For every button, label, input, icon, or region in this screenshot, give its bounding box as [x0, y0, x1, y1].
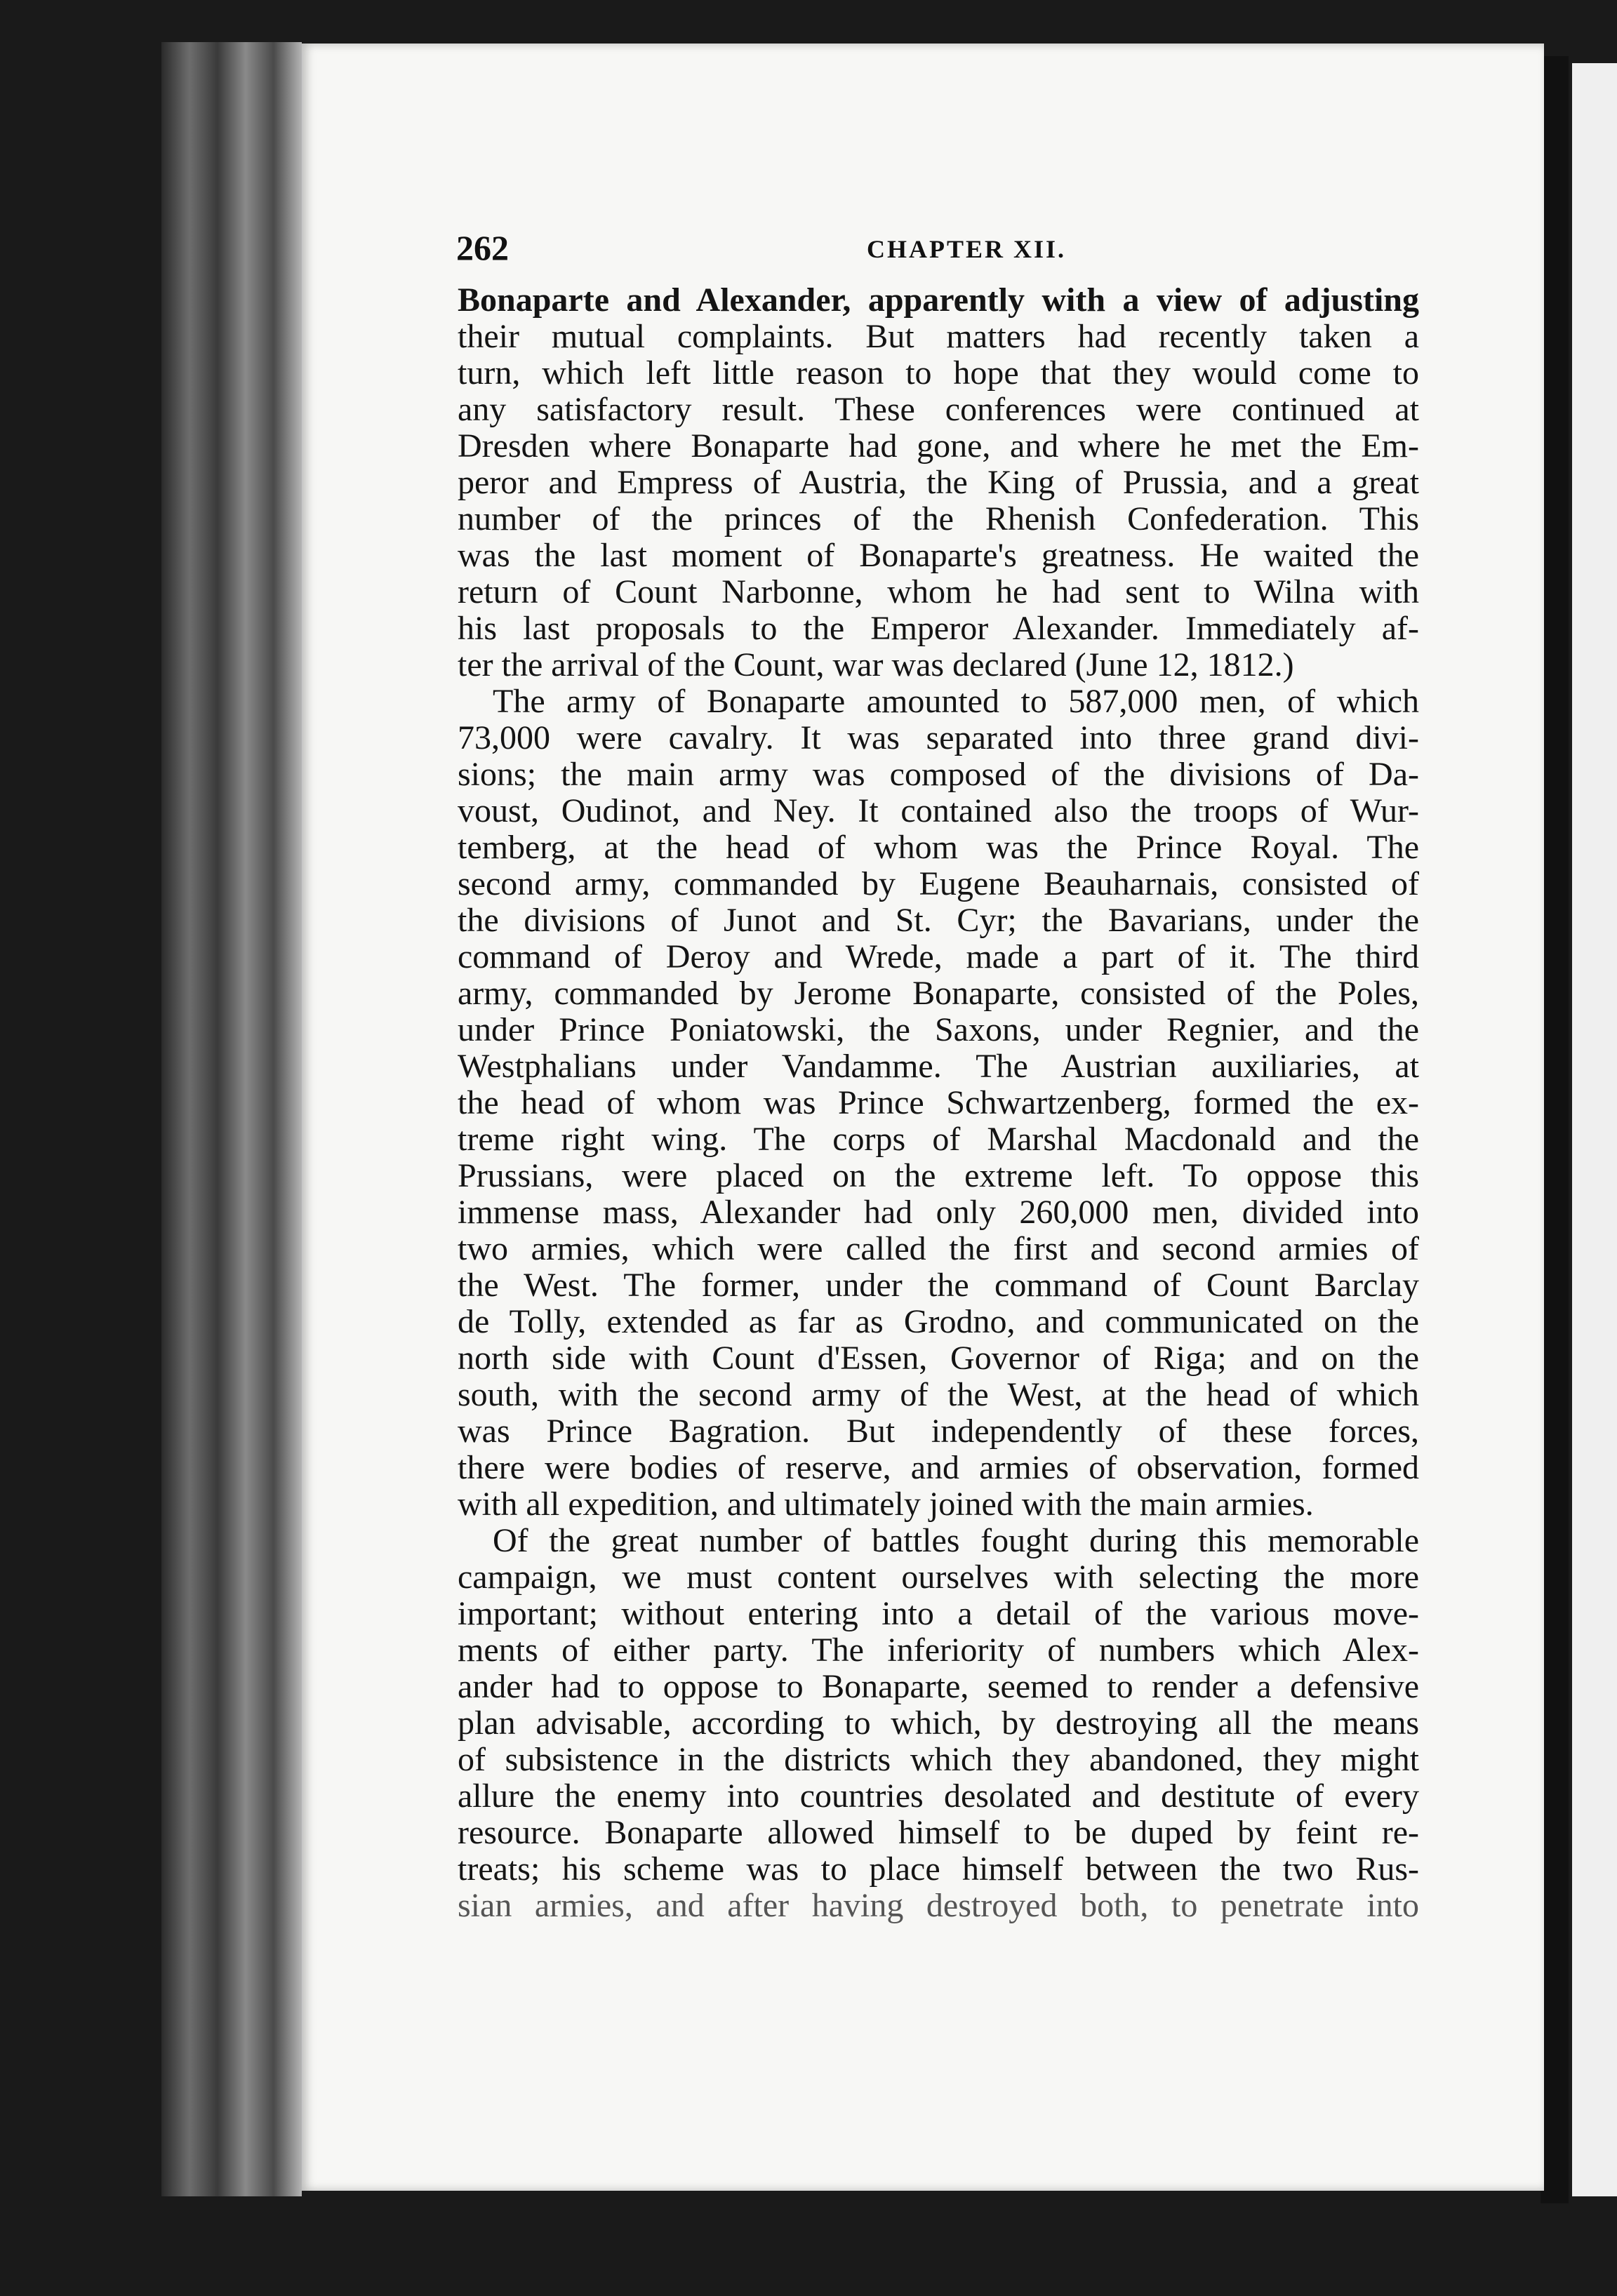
page-header	[456, 227, 1425, 269]
text-line: the divisions of Junot and St. Cyr; the Bavarians, under the	[458, 902, 1419, 939]
text-line: turn, which left little reason to hope that they would come to	[458, 354, 1419, 392]
text-line: Westphalians under Vandamme. The Austrian auxiliaries, at	[458, 1048, 1419, 1085]
body-text	[458, 282, 1419, 1924]
text-line: second army, commanded by Eugene Beauharnais, consisted of	[458, 865, 1419, 902]
text-line: under Prince Poniatowski, the Saxons, under Regnier, and the	[458, 1011, 1419, 1048]
text-line: north side with Count d'Essen, Governor of Riga; and on the	[458, 1340, 1419, 1377]
text-line: de Tolly, extended as far as Grodno, and communicated on the	[458, 1303, 1419, 1340]
text-line: their mutual complaints. But matters had recently taken a	[458, 318, 1419, 355]
book-spine	[161, 42, 302, 2196]
text-line: army, commanded by Jerome Bonaparte, consisted of the Poles,	[458, 975, 1419, 1012]
text-line: 73,000 were cavalry. It was separated into three grand divi-	[458, 719, 1419, 756]
running-head: CHAPTER XII.	[867, 235, 1067, 263]
text-line: his last proposals to the Emperor Alexander. Immediately af-	[458, 610, 1419, 647]
text-line: Dresden where Bonaparte had gone, and where he met the Em-	[458, 427, 1419, 465]
text-line: south, with the second army of the West, at the head of which	[458, 1376, 1419, 1413]
text-line: any satisfactory result. These conferences were continued at	[458, 391, 1419, 428]
text-line: was Prince Bagration. But independently of these forces,	[458, 1413, 1419, 1450]
text-line: allure the enemy into countries desolated and destitute of every	[458, 1777, 1419, 1815]
text-line: plan advisable, according to which, by destroying all the means	[458, 1704, 1419, 1742]
text-line: sian armies, and after having destroyed both, to penetrate into	[458, 1887, 1419, 1924]
text-line: the West. The former, under the command of Count Barclay	[458, 1267, 1419, 1304]
text-line: Bonaparte and Alexander, apparently with a view of adjusting	[458, 281, 1419, 319]
text-line: treats; his scheme was to place himself between the two Rus-	[458, 1850, 1419, 1888]
text-line: Prussians, were placed on the extreme left. To oppose this	[458, 1157, 1419, 1194]
text-line: important; without entering into a detail of the various move-	[458, 1595, 1419, 1632]
text-line: The army of Bonaparte amounted to 587,000 men, of which	[493, 683, 1419, 720]
page-edge-shadow	[1541, 56, 1569, 2203]
text-line: two armies, which were called the first and second armies of	[458, 1230, 1419, 1267]
text-line: ter the arrival of the Count, war was declared (June 12, 1812.)	[458, 646, 1294, 683]
text-line: the head of whom was Prince Schwartzenberg, formed the ex-	[458, 1084, 1419, 1121]
text-line: peror and Empress of Austria, the King of Prussia, and a great	[458, 464, 1419, 501]
text-line: sions; the main army was composed of the divisions of Da-	[458, 756, 1419, 793]
page-number: 262	[456, 228, 509, 267]
text-line: temberg, at the head of whom was the Prince Royal. The	[458, 829, 1419, 866]
text-line: ments of either party. The inferiority of numbers which Alex-	[458, 1631, 1419, 1669]
text-line: Of the great number of battles fought during this memorable	[493, 1522, 1419, 1559]
text-line: return of Count Narbonne, whom he had sent to Wilna with	[458, 573, 1419, 610]
text-line: voust, Oudinot, and Ney. It contained also the troops of Wur-	[458, 792, 1419, 829]
text-line: ander had to oppose to Bonaparte, seemed to render a defensive	[458, 1668, 1419, 1705]
text-line: with all expedition, and ultimately joined with the main armies.	[458, 1486, 1314, 1523]
book-page	[302, 44, 1544, 2191]
text-line: command of Deroy and Wrede, made a part of it. The third	[458, 938, 1419, 975]
text-line: was the last moment of Bonaparte's greatness. He waited the	[458, 537, 1419, 574]
text-line: treme right wing. The corps of Marshal Macdonald and the	[458, 1121, 1419, 1158]
text-line: number of the princes of the Rhenish Confederation. This	[458, 500, 1419, 538]
text-line: immense mass, Alexander had only 260,000 men, divided into	[458, 1194, 1419, 1231]
text-line: there were bodies of reserve, and armies of observation, formed	[458, 1449, 1419, 1486]
text-line: campaign, we must content ourselves with selecting the more	[458, 1559, 1419, 1596]
text-line: of subsistence in the districts which they abandoned, they might	[458, 1741, 1419, 1778]
adjacent-page-strip	[1572, 63, 1617, 2196]
text-line: resource. Bonaparte allowed himself to be duped by feint re-	[458, 1814, 1419, 1851]
